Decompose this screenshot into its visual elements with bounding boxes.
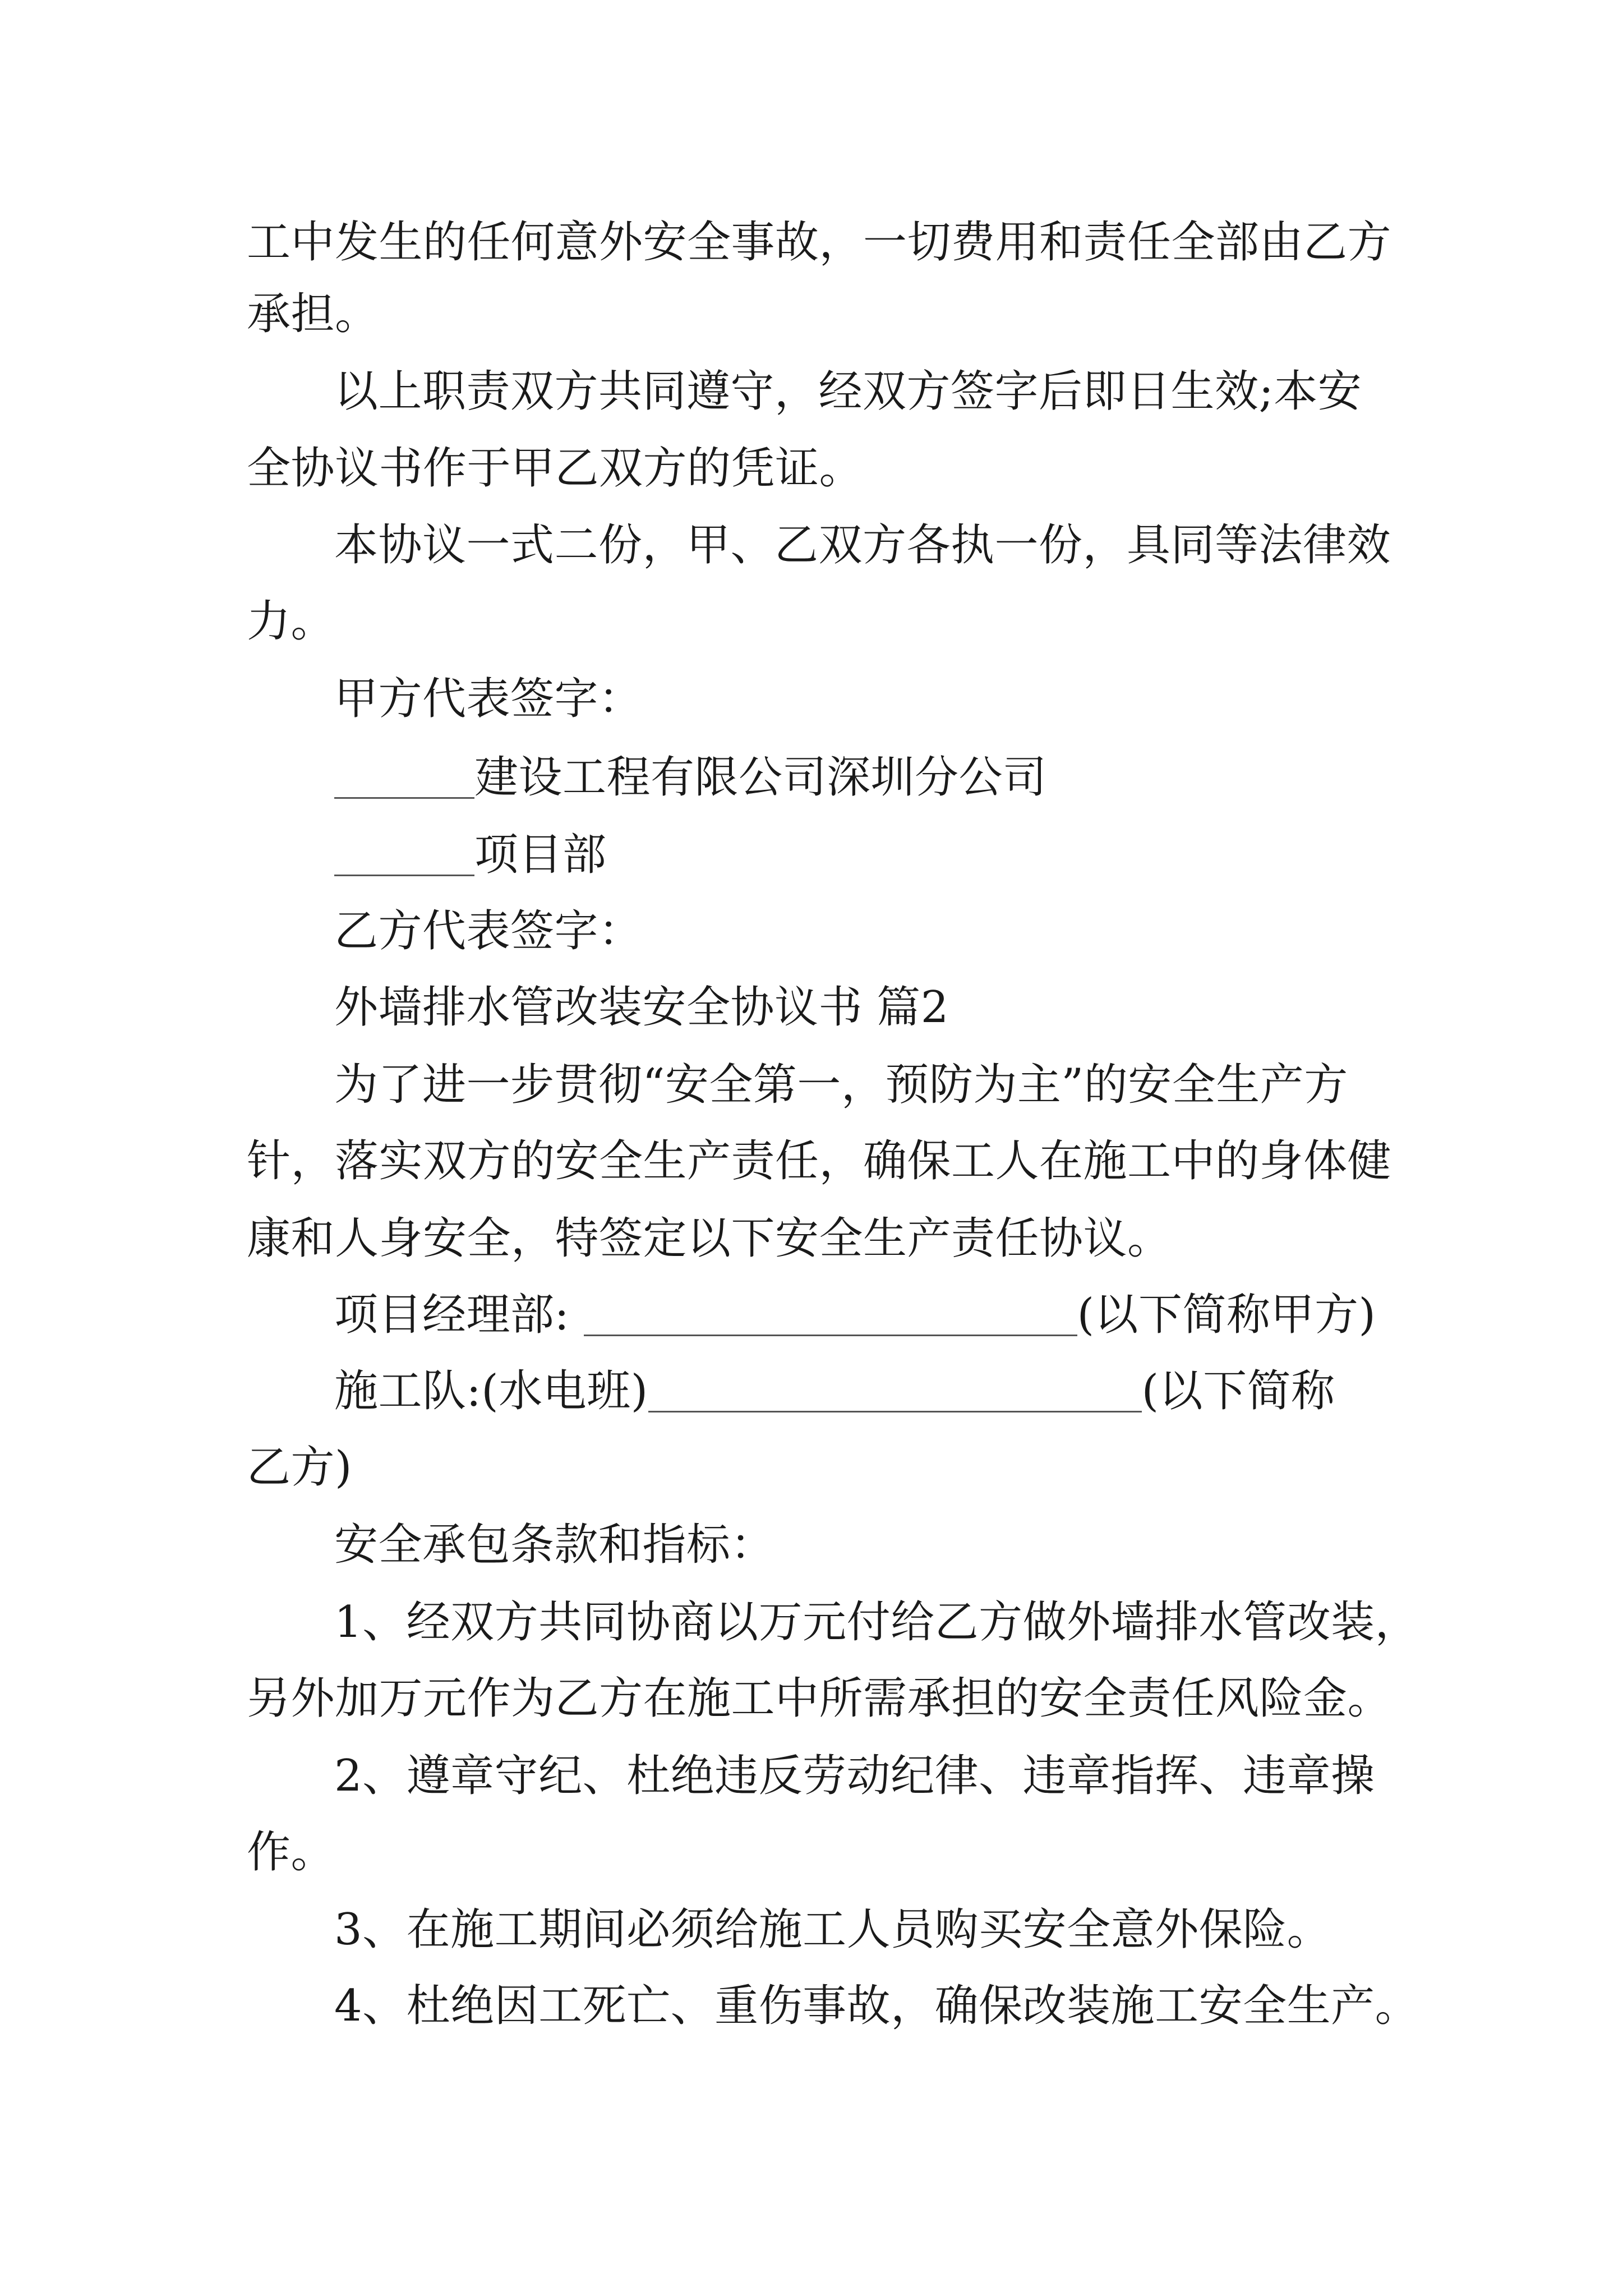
paragraph-line: 力。 bbox=[247, 596, 335, 647]
paragraph-line: 乙方) bbox=[247, 1442, 352, 1493]
project-manager-label: 项目经理部: bbox=[334, 1290, 570, 1340]
paragraph-line: 承担。 bbox=[247, 289, 379, 339]
signature-label-party-b: 乙方代表签字： bbox=[334, 906, 643, 956]
section-title: 外墙排水管改装安全协议书 篇2 bbox=[334, 982, 949, 1033]
section-heading: 安全承包条款和指标： bbox=[334, 1520, 775, 1570]
signature-label-party-a: 甲方代表签字： bbox=[334, 674, 643, 724]
paragraph-line: 另外加万元作为乙方在施工中所需承担的安全责任风险金。 bbox=[247, 1673, 1392, 1724]
paragraph-line: 为了进一步贯彻“安全第一，预防为主”的安全生产方 bbox=[334, 1060, 1348, 1110]
company-line bbox=[334, 749, 1047, 806]
department-name: 项目部 bbox=[474, 830, 607, 880]
clause-item: 3、在施工期间必须给施工人员购买安全意外保险。 bbox=[334, 1904, 1331, 1955]
paragraph-line: 本协议一式二份，甲、乙双方各执一份，具同等法律效 bbox=[334, 520, 1391, 570]
construction-team-line bbox=[334, 1363, 1335, 1419]
paragraph-line: 全协议书作于甲乙双方的凭证。 bbox=[247, 443, 864, 494]
blank-underline bbox=[334, 758, 474, 799]
clause-item: 4、杜绝因工死亡、重伤事故，确保改装施工安全生产。 bbox=[334, 1981, 1419, 2031]
company-name: 建设工程有限公司深圳分公司 bbox=[474, 752, 1047, 803]
blank-underline bbox=[584, 1295, 1077, 1336]
party-b-alias-start: (以下简称 bbox=[1141, 1366, 1335, 1416]
department-line bbox=[334, 827, 607, 883]
paragraph-line: 工中发生的任何意外安全事故，一切费用和责任全部由乙方 bbox=[247, 217, 1392, 268]
paragraph-line: 作。 bbox=[247, 1827, 335, 1878]
project-manager-line bbox=[334, 1287, 1376, 1343]
party-a-alias: (以下简称甲方) bbox=[1077, 1290, 1376, 1340]
clause-item: 1、经双方共同协商以万元付给乙方做外墙排水管改装， bbox=[334, 1597, 1419, 1648]
blank-underline bbox=[334, 835, 474, 876]
paragraph-line: 针，落实双方的安全生产责任，确保工人在施工中的身体健 bbox=[247, 1136, 1392, 1186]
paragraph-line: 以上职责双方共同遵守，经双方签字后即日生效;本安 bbox=[334, 366, 1362, 417]
paragraph-line: 康和人身安全，特签定以下安全生产责任协议。 bbox=[247, 1213, 1172, 1264]
blank-underline bbox=[648, 1372, 1142, 1412]
clause-item: 2、遵章守纪、杜绝违反劳动纪律、违章指挥、违章操 bbox=[334, 1751, 1375, 1801]
construction-team-label: 施工队:(水电班) bbox=[334, 1366, 648, 1416]
